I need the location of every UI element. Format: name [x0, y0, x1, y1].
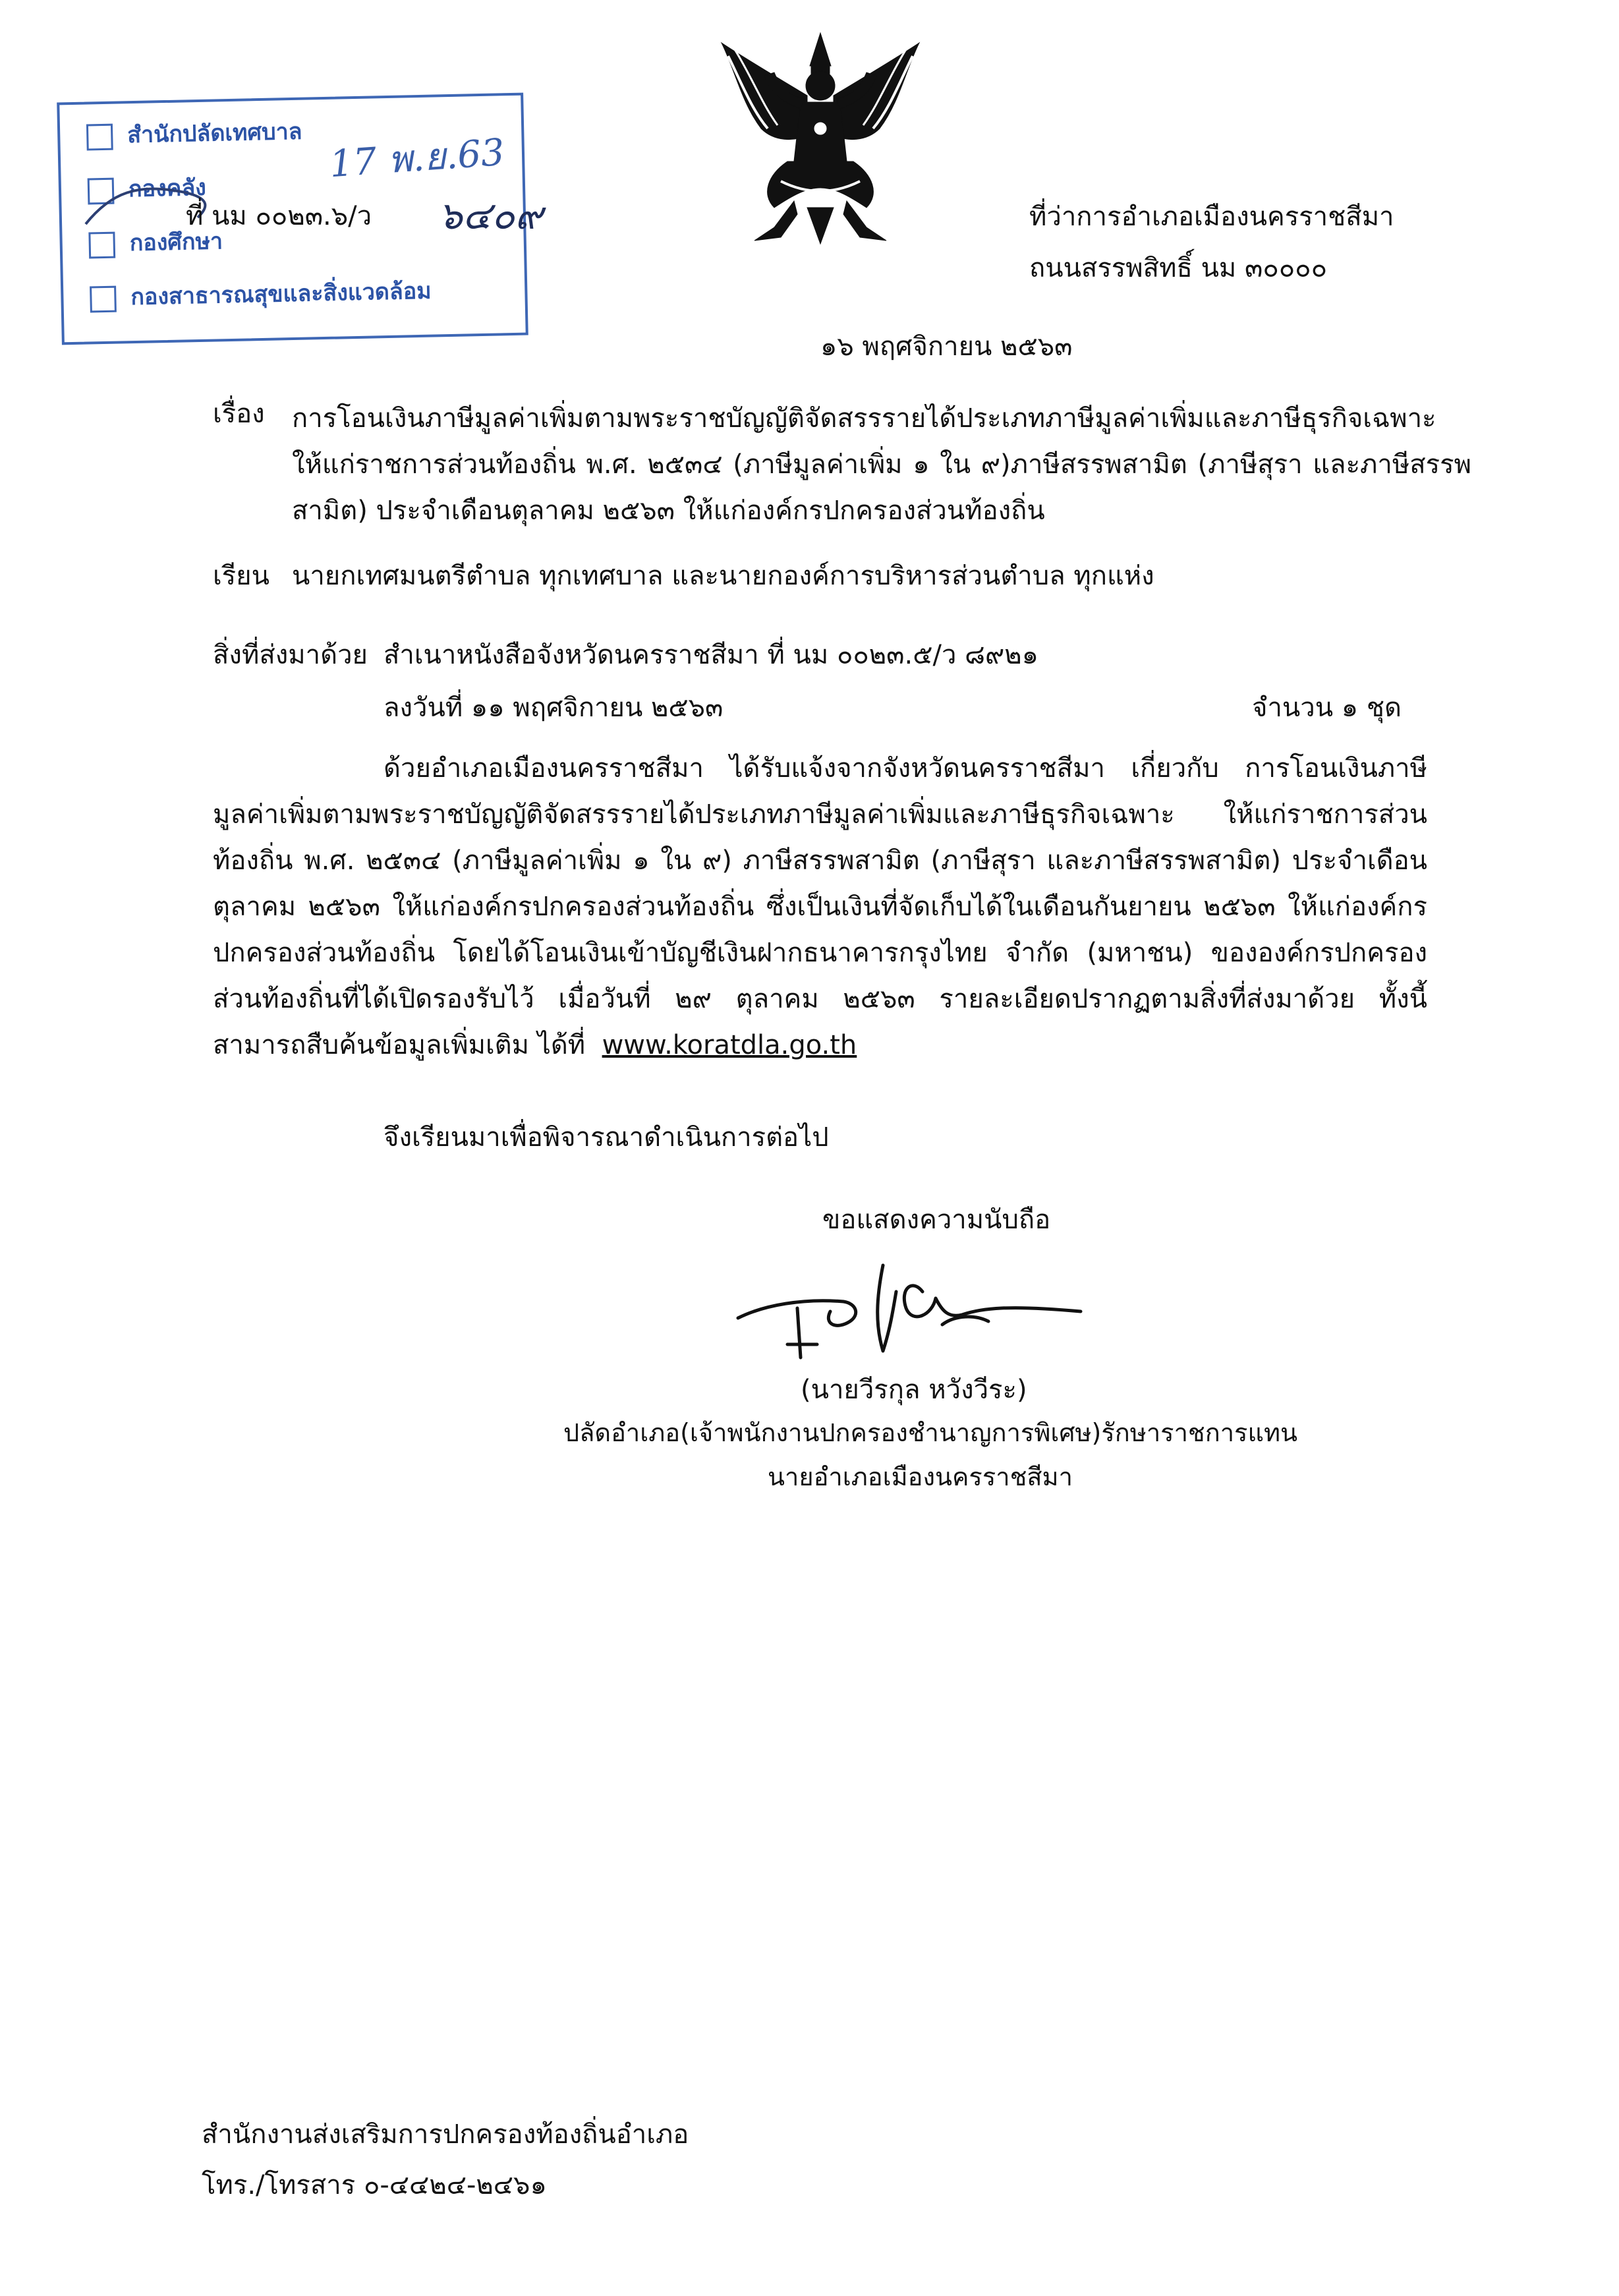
stamp-handwritten-date: 17 พ.ย.63 — [328, 130, 506, 187]
stamp-row-2-label: กองคลัง — [128, 174, 207, 203]
signer-title: ปลัดอำเภอ(เจ้าพนักงานปกครองชำนาญการพิเศษ)รักษาราชการแทน — [563, 1418, 1297, 1447]
recipient-label: เรียน — [213, 561, 270, 591]
subject-label: เรื่อง — [213, 399, 265, 429]
enclosure-count: จำนวน ๑ ชุด — [1252, 693, 1402, 723]
recipient-text: นายกเทศมนตรีตำบล ทุกเทศบาล และนายกองค์การบริหารส่วนตำบล ทุกแห่ง — [292, 561, 1154, 591]
stamp-row-3-label: กองศึกษา — [129, 228, 223, 257]
stamp-row-4-label: กองสาธารณสุขและสิ่งแวดล้อม — [130, 277, 432, 311]
office-street: ถนนสรรพสิทธิ์ นม ๓๐๐๐๐ — [1029, 253, 1327, 283]
website-link[interactable]: www.koratdla.go.th — [602, 1030, 857, 1060]
document-date: ๑๖ พฤศจิกายน ๒๕๖๓ — [820, 331, 1073, 362]
footer-phone: โทร./โทรสาร ๐-๔๔๒๔-๒๔๖๑ — [202, 2170, 547, 2200]
footer-office: สำนักงานส่งเสริมการปกครองท้องถิ่นอำเภอ — [202, 2119, 689, 2150]
enclosure-description: สำเนาหนังสือจังหวัดนครราชสีมา ที่ นม ๐๐๒๓.๕/ว ๘๙๒๑ — [383, 640, 1039, 670]
regards-line: ขอแสดงความนับถือ — [822, 1205, 1051, 1235]
enclosure-label: สิ่งที่ส่งมาด้วย — [213, 640, 368, 670]
closing-line: จึงเรียนมาเพื่อพิจารณาดำเนินการต่อไป — [383, 1122, 829, 1153]
office-name: ที่ว่าการอำเภอเมืองนครราชสีมา — [1029, 202, 1394, 232]
office-address — [1029, 191, 1394, 294]
signer-position: นายอำเภอเมืองนครราชสีมา — [768, 1462, 1073, 1491]
stamp-row-4 — [90, 272, 432, 318]
subject-text: การโอนเงินภาษีมูลค่าเพิ่มตามพระราชบัญญัติจัดสรรรายได้ประเภทภาษีมูลค่าเพิ่มและภาษีธุรกิจเฉพาะ ให้แก่ราชการส่วนท้องถิ่น พ.ศ. ๒๕๓๔ (ภาษีมูลค่าเพิ่ม ๑ ใน ๙)ภาษีสรรพสามิต (ภาษีสุรา และภาษีสรรพสามิต) ประจำเดือนตุลาคม ๒๕๖๓ ให้แก่องค์กรปกครองส่วนท้องถิ่น — [292, 403, 1471, 526]
document-number: ที่ นม ๐๐๒๓.๖/ว — [186, 201, 372, 231]
garuda-emblem-icon — [715, 30, 926, 247]
stamp-row-1-label: สำนักปลัดเทศบาล — [127, 118, 302, 149]
stamp-checkbox — [86, 123, 113, 150]
stamp-row-1 — [86, 112, 302, 156]
enclosure-date: ลงวันที่ ๑๑ พฤศจิกายน ๒๕๖๓ — [383, 693, 724, 723]
stamp-checkbox — [90, 285, 117, 312]
body-text: ด้วยอำเภอเมืองนครราชสีมา ได้รับแจ้งจากจังหวัดนครราชสีมา เกี่ยวกับ การโอนเงินภาษีมูลค่าเพิ่มตามพระราชบัญญัติจัดสรรรายได้ประเภทภาษีมูลค่าเพิ่มและภาษีธุรกิจเฉพาะ ให้แก่ราชการส่วนท้องถิ่น พ.ศ. ๒๕๓๔ (ภาษีมูลค่าเพิ่ม ๑ ใน ๙) ภาษีสรรพสามิต (ภาษีสุรา และภาษีสรรพสามิต) ประจำเดือนตุลาคม ๒๕๖๓ ให้แก่องค์กรปกครองส่วนท้องถิ่น ซึ่งเป็นเงินที่จัดเก็บได้ในเดือนกันยายน ๒๕๖๓ ให้แก่องค์กรปกครองส่วนท้องถิ่น โดยได้โอนเงินเข้าบัญชีเงินฝากธนาคารกรุงไทย จำกัด (มหาชน) ขององค์กรปกครองส่วนท้องถิ่นที่ได้เปิดรองรับไว้ เมื่อวันที่ ๒๙ ตุลาคม ๒๕๖๓ รายละเอียดปรากฏตามสิ่งที่ส่งมาด้วย ทั้งนี้ สามารถสืบค้นข้อมูลเพิ่มเติม ได้ที่ — [213, 753, 1427, 1060]
signer-name: (นายวีรกุล หวังวีระ) — [801, 1375, 1027, 1405]
handwritten-signature — [725, 1252, 1094, 1364]
document-number-handwritten: ๖๔๐๙ — [438, 193, 543, 238]
body-paragraph — [213, 745, 1427, 1068]
